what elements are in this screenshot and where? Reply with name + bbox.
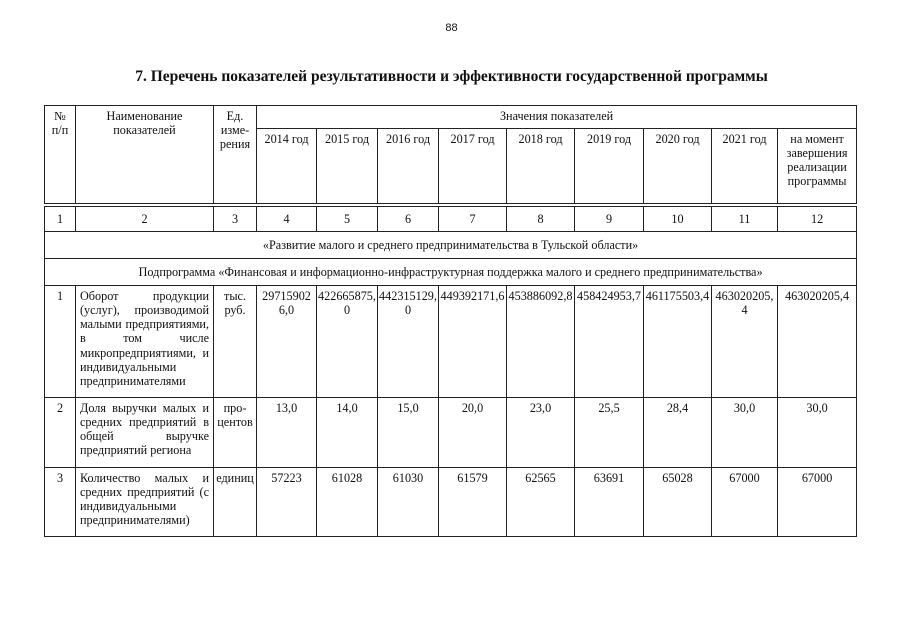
row-value: 67000: [778, 468, 857, 537]
row-unit: тыс. руб.: [214, 286, 257, 398]
header-year-2016: 2016 год: [378, 129, 439, 204]
row-value: 57223: [257, 468, 317, 537]
column-number: 10: [644, 207, 712, 232]
header-year-2015: 2015 год: [317, 129, 378, 204]
column-number: 11: [712, 207, 778, 232]
table-row: [45, 286, 857, 398]
row-value: 20,0: [439, 398, 507, 468]
column-number: 5: [317, 207, 378, 232]
program-title: «Развитие малого и среднего предпринимательства в Тульской области»: [45, 232, 857, 259]
document-title: 7. Перечень показателей результативности и эффективности государственной программы: [135, 68, 768, 85]
header-year-final: на момент завершения реализации программы: [778, 129, 857, 204]
header-num: № п/п: [45, 106, 76, 204]
indicators-table: [44, 105, 857, 537]
header-year-2020: 2020 год: [644, 129, 712, 204]
row-value: 458424953,7: [575, 286, 644, 398]
row-value: 463020205,4: [712, 286, 778, 398]
row-value: 13,0: [257, 398, 317, 468]
header-unit: Ед. изме-рения: [214, 106, 257, 204]
row-value: 28,4: [644, 398, 712, 468]
row-value: 15,0: [378, 398, 439, 468]
header-year-2021: 2021 год: [712, 129, 778, 204]
row-value: 25,5: [575, 398, 644, 468]
row-num: 1: [45, 286, 76, 398]
header-year-2019: 2019 год: [575, 129, 644, 204]
table-row: [45, 398, 857, 468]
subprogram-row: [45, 259, 857, 286]
header-year-2017: 2017 год: [439, 129, 507, 204]
row-value: 30,0: [778, 398, 857, 468]
row-value: 62565: [507, 468, 575, 537]
row-value: 442315129,0: [378, 286, 439, 398]
row-name: Оборот продукции (услуг), производимой малыми предприятиями, в том числе микропредприятиями, и индивидуальными предпринимателями: [76, 286, 214, 398]
page-number: 88: [445, 22, 458, 34]
column-number: 7: [439, 207, 507, 232]
header-name: Наименование показателей: [76, 106, 214, 204]
header-year-2018: 2018 год: [507, 129, 575, 204]
column-numbers-row: [45, 207, 857, 232]
row-value: 297159026,0: [257, 286, 317, 398]
row-name: Количество малых и средних предприятий (с индивидуальными предпринимателями): [76, 468, 214, 537]
column-number: 12: [778, 207, 857, 232]
row-num: 3: [45, 468, 76, 537]
row-value: 449392171,6: [439, 286, 507, 398]
header-values-group: Значения показателей: [257, 106, 857, 129]
column-number: 4: [257, 207, 317, 232]
row-value: 23,0: [507, 398, 575, 468]
row-value: 67000: [712, 468, 778, 537]
column-number: 3: [214, 207, 257, 232]
program-row: [45, 232, 857, 259]
row-value: 422665875,0: [317, 286, 378, 398]
row-value: 30,0: [712, 398, 778, 468]
column-number: 1: [45, 207, 76, 232]
row-num: 2: [45, 398, 76, 468]
row-value: 61579: [439, 468, 507, 537]
table-row: [45, 468, 857, 537]
row-value: 61028: [317, 468, 378, 537]
row-value: 463020205,4: [778, 286, 857, 398]
row-unit: единиц: [214, 468, 257, 537]
row-value: 461175503,4: [644, 286, 712, 398]
column-number: 9: [575, 207, 644, 232]
column-number: 6: [378, 207, 439, 232]
row-value: 453886092,8: [507, 286, 575, 398]
column-number: 8: [507, 207, 575, 232]
row-value: 63691: [575, 468, 644, 537]
row-value: 65028: [644, 468, 712, 537]
subprogram-title: Подпрограмма «Финансовая и информационно-инфраструктурная поддержка малого и среднего предпринимательства»: [45, 259, 857, 286]
row-unit: про-центов: [214, 398, 257, 468]
row-value: 14,0: [317, 398, 378, 468]
row-value: 61030: [378, 468, 439, 537]
header-year-2014: 2014 год: [257, 129, 317, 204]
column-number: 2: [76, 207, 214, 232]
row-name: Доля выручки малых и средних предприятий в общей выручке предприятий региона: [76, 398, 214, 468]
